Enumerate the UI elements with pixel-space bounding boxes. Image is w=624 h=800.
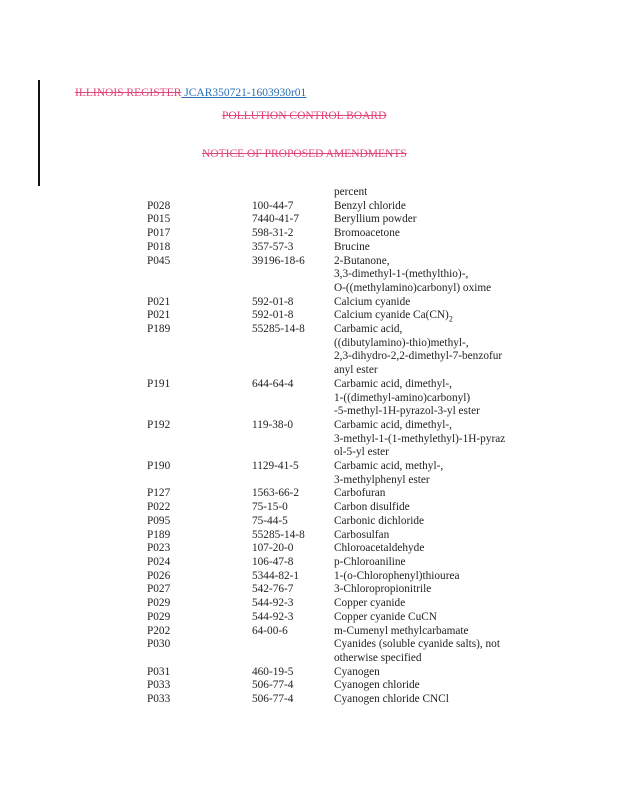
- substance-name: [334, 666, 524, 680]
- cas-number: 598-31-2: [252, 227, 294, 240]
- substance-name-line: [334, 556, 524, 570]
- waste-code: P033: [147, 679, 171, 692]
- table-row: [147, 501, 524, 515]
- substance-name-line: [334, 323, 524, 337]
- table-row: [147, 583, 524, 597]
- table-row: [147, 487, 524, 501]
- waste-code: P190: [147, 460, 171, 473]
- substance-name: [334, 419, 524, 460]
- table-row: [147, 241, 524, 255]
- waste-code: [147, 186, 252, 200]
- substance-name-line: [334, 213, 524, 227]
- substance-name-text: 1-(o-Chlorophenyl)thiourea: [334, 569, 460, 582]
- cas-number: 64-00-6: [252, 624, 288, 637]
- substance-name-text: percent: [334, 186, 368, 198]
- substance-name-line: [334, 515, 524, 529]
- substance-name-text: Carbamic acid, dimethyl-,: [334, 377, 452, 390]
- substance-name-text: Chloroacetaldehyde: [334, 542, 425, 555]
- substance-name: [334, 556, 524, 570]
- substance-name: [334, 679, 524, 693]
- substance-name: [334, 693, 524, 707]
- waste-code: P191: [147, 377, 171, 390]
- table-row: [147, 323, 524, 378]
- waste-code: P017: [147, 227, 171, 240]
- substance-name-line: [334, 529, 524, 543]
- substance-name-line: [334, 638, 524, 652]
- cas-number: 5344-82-1: [252, 569, 300, 582]
- substance-name-text: Carbamic acid, dimethyl-,: [334, 418, 452, 431]
- substance-name-line: [334, 241, 524, 255]
- cas-number: 7440-41-7: [252, 213, 300, 226]
- cas-number: 506-77-4: [252, 679, 294, 692]
- waste-code: P021: [147, 295, 171, 308]
- table-row: [147, 570, 524, 584]
- waste-code: P028: [147, 199, 171, 212]
- cas-number: 119-38-0: [252, 418, 293, 431]
- change-bar: [38, 80, 40, 186]
- substance-name: [334, 309, 524, 323]
- substance-name-line: [334, 350, 524, 364]
- cas-number: 357-57-3: [252, 240, 294, 253]
- cas-number: 1129-41-5: [252, 460, 299, 473]
- substance-name-line: [334, 693, 524, 707]
- substance-name-text: O-((methylamino)carbonyl) oxime: [334, 281, 492, 294]
- substance-name-text: Copper cyanide: [334, 597, 406, 610]
- waste-code: P189: [147, 323, 171, 336]
- cas-number: 55285-14-8: [252, 528, 305, 541]
- table-row: [147, 227, 524, 241]
- substance-name-line: [334, 501, 524, 515]
- substance-name: [334, 515, 524, 529]
- cas-number: [252, 186, 334, 200]
- substance-name-line: [334, 570, 524, 584]
- substance-name-text: Carbamic acid,: [334, 323, 403, 336]
- substance-name-text: Carbosulfan: [334, 528, 390, 541]
- substance-name: [334, 296, 524, 310]
- substance-name-line: [334, 378, 524, 392]
- substance-name-line: [334, 597, 524, 611]
- substance-name: [334, 542, 524, 556]
- substance-name-line: [334, 227, 524, 241]
- table-row: [147, 419, 524, 460]
- substance-name-text: Carbofuran: [334, 487, 386, 500]
- substance-name-text: Beryllium powder: [334, 213, 417, 226]
- substance-name-line: [334, 542, 524, 556]
- substance-name: [334, 241, 524, 255]
- waste-code: P045: [147, 254, 171, 267]
- register-deleted-text: ILLINOIS REGISTER: [75, 87, 182, 99]
- cas-number: 506-77-4: [252, 693, 294, 706]
- table-row: [147, 542, 524, 556]
- substance-name-line: [334, 487, 524, 501]
- waste-code: P189: [147, 528, 171, 541]
- substance-name-text: 3-Chloropropionitrile: [334, 583, 432, 596]
- cas-number: 544-92-3: [252, 597, 294, 610]
- table-row: [147, 460, 524, 487]
- substance-name: [334, 638, 524, 665]
- substance-name-line: [334, 282, 524, 296]
- substance-name-line: [334, 583, 524, 597]
- substance-name-text: Benzyl chloride: [334, 199, 406, 212]
- substance-name-text: 2-Butanone,: [334, 254, 390, 267]
- substance-name-line: [334, 200, 524, 214]
- substance-name: [334, 570, 524, 584]
- table-row: [147, 309, 524, 323]
- substance-name: [334, 583, 524, 597]
- substance-name: [334, 460, 524, 487]
- table-row: [147, 213, 524, 227]
- table-row: [147, 200, 524, 214]
- waste-code: P015: [147, 213, 171, 226]
- table-row: [147, 611, 524, 625]
- substance-name-text: anyl ester: [334, 364, 378, 377]
- cas-number: 542-76-7: [252, 583, 294, 596]
- substance-name-text: 2,3-dihydro-2,2-dimethyl-7-benzofur: [334, 350, 503, 363]
- substance-name-text: 3-methyl-1-(1-methylethyl)-1H-pyraz: [334, 432, 506, 445]
- cas-number: 39196-18-6: [252, 254, 305, 267]
- substance-name-line: [334, 364, 524, 378]
- substance-name-line: [334, 625, 524, 639]
- substance-name-text: Cyanogen chloride: [334, 679, 420, 692]
- substance-name: [334, 255, 524, 296]
- substance-name: [334, 529, 524, 543]
- substance-name-text: m-Cumenyl methylcarbamate: [334, 624, 469, 637]
- waste-code: P202: [147, 624, 171, 637]
- substance-name-line: [334, 419, 524, 433]
- substance-name: [334, 597, 524, 611]
- substance-name-text: ((dibutylamino)-thio)methyl-,: [334, 336, 469, 349]
- cas-number: [252, 638, 334, 665]
- cas-number: 107-20-0: [252, 542, 294, 555]
- substance-name-text: Brucine: [334, 240, 370, 253]
- substance-name-line: [334, 652, 524, 666]
- substance-name: [334, 625, 524, 639]
- waste-code: P027: [147, 583, 171, 596]
- substance-name-line: [334, 405, 524, 419]
- substance-name-line: [334, 186, 524, 200]
- substance-name-text: Carbonic dichloride: [334, 514, 425, 527]
- table-row: [147, 625, 524, 639]
- waste-code: P192: [147, 418, 171, 431]
- table-row: [147, 296, 524, 310]
- waste-code: P024: [147, 555, 171, 568]
- substance-name-text: Calcium cyanide: [334, 295, 411, 308]
- waste-code: P029: [147, 610, 171, 623]
- substance-name: [334, 487, 524, 501]
- register-header: [75, 86, 306, 100]
- substance-name-line: [334, 255, 524, 269]
- cas-number: 1563-66-2: [252, 487, 300, 500]
- table-row: [147, 378, 524, 419]
- substance-name: [334, 323, 524, 378]
- table-row: [147, 556, 524, 570]
- substance-name-text: Cyanides (soluble cyanide salts), not: [334, 638, 500, 651]
- table-row: [147, 597, 524, 611]
- table-row: [147, 679, 524, 693]
- substance-name-text: Carbon disulfide: [334, 501, 410, 514]
- waste-code: P018: [147, 240, 171, 253]
- table-row: [147, 255, 524, 296]
- cas-number: 592-01-8: [252, 309, 294, 322]
- substance-name-line: [334, 460, 524, 474]
- cas-number: 592-01-8: [252, 295, 294, 308]
- agency-title: POLLUTION CONTROL BOARD: [222, 110, 387, 122]
- substance-name-line: [334, 392, 524, 406]
- register-inserted-link[interactable]: JCAR350721-1603930r01: [181, 87, 307, 99]
- substance-name-line: [334, 433, 524, 447]
- waste-code: P023: [147, 542, 171, 555]
- cas-number: 106-47-8: [252, 555, 294, 568]
- substance-name-text: 3,3-dimethyl-1-(methylthio)-,: [334, 268, 469, 281]
- waste-code: P031: [147, 665, 171, 678]
- substance-name-text: Copper cyanide CuCN: [334, 610, 437, 623]
- table-row: [147, 666, 524, 680]
- cas-number: 460-19-5: [252, 665, 294, 678]
- waste-code: P026: [147, 569, 171, 582]
- notice-title: NOTICE OF PROPOSED AMENDMENTS: [202, 148, 407, 160]
- substance-name-text: Carbamic acid, methyl-,: [334, 460, 444, 473]
- cas-number: 75-15-0: [252, 501, 288, 514]
- substance-name-line: [334, 268, 524, 282]
- substance-name-text: ol-5-yl ester: [334, 446, 389, 459]
- substance-name-line: [334, 446, 524, 460]
- table-row: [147, 186, 524, 200]
- substance-name-text: Bromoacetone: [334, 227, 400, 240]
- substance-name: [334, 200, 524, 214]
- waste-code: P095: [147, 514, 171, 527]
- substance-name-text: p-Chloroaniline: [334, 555, 406, 568]
- substance-name-line: [334, 296, 524, 310]
- cas-number: 100-44-7: [252, 199, 294, 212]
- substance-name: [334, 227, 524, 241]
- hazardous-waste-table: [147, 186, 524, 707]
- waste-code: P021: [147, 309, 171, 322]
- table-row: [147, 638, 524, 665]
- waste-code: P127: [147, 487, 171, 500]
- substance-name: [334, 186, 524, 200]
- subscript: 2: [448, 314, 453, 324]
- cas-number: 75-44-5: [252, 514, 288, 527]
- substance-name-line: [334, 679, 524, 693]
- table-row: [147, 693, 524, 707]
- substance-name-text: Cyanogen: [334, 665, 380, 678]
- substance-name-text: Calcium cyanide Ca(CN): [334, 309, 449, 322]
- waste-code: P033: [147, 693, 171, 706]
- substance-name-line: [334, 474, 524, 488]
- substance-name-text: otherwise specified: [334, 651, 422, 664]
- substance-name-text: 3-methylphenyl ester: [334, 473, 430, 486]
- substance-name-text: 1-((dimethyl-amino)carbonyl): [334, 391, 471, 404]
- substance-name-line: [334, 337, 524, 351]
- table-row: [147, 515, 524, 529]
- table-row: [147, 529, 524, 543]
- cas-number: 544-92-3: [252, 610, 294, 623]
- waste-code: P030: [147, 638, 171, 651]
- substance-name-line: [334, 666, 524, 680]
- waste-code: P029: [147, 597, 171, 610]
- substance-name-text: -5-methyl-1H-pyrazol-3-yl ester: [334, 405, 480, 418]
- substance-name-text: Cyanogen chloride CNCl: [334, 693, 449, 706]
- substance-name: [334, 213, 524, 227]
- substance-name: [334, 501, 524, 515]
- cas-number: 644-64-4: [252, 377, 294, 390]
- waste-code: P022: [147, 501, 171, 514]
- cas-number: 55285-14-8: [252, 323, 305, 336]
- substance-name: [334, 611, 524, 625]
- substance-name-line: [334, 309, 524, 323]
- substance-name: [334, 378, 524, 419]
- substance-name-line: [334, 611, 524, 625]
